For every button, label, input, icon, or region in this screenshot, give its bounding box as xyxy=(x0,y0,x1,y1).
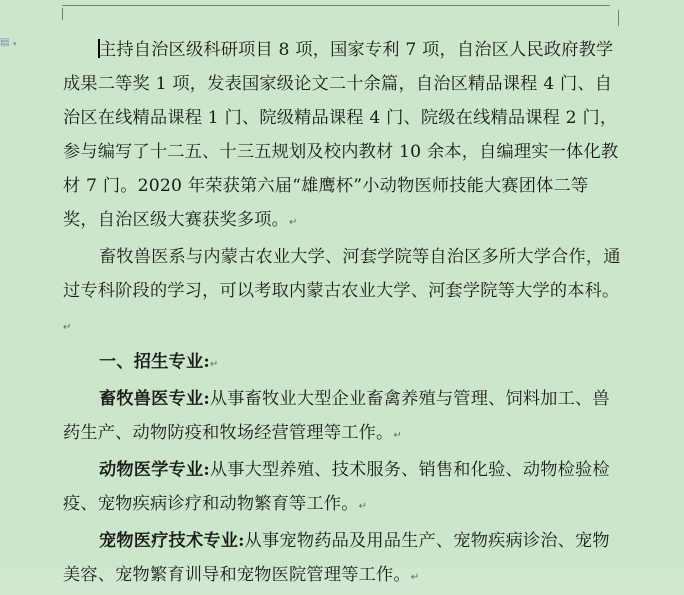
page-corner-marker-left xyxy=(62,8,71,20)
paragraph-text: 畜牧兽医系与内蒙古农业大学、河套学院等自治区多所大学合作，通过专科阶段的学习，可以考取内蒙古农业大学、河套学院等大学的本科。 xyxy=(63,247,621,301)
paragraph-mark: ↵ xyxy=(209,359,219,370)
paragraph-mark: ↵ xyxy=(410,572,420,583)
major-description: 从事宠物药品及用品生产、宠物疾病诊治、宠物美容、宠物繁育训导和宠物医院管理等工作。 xyxy=(63,531,610,585)
page-corner-marker-right xyxy=(610,10,619,26)
major-description: 从事畜牧业大型企业畜禽养殖与管理、饲料加工、兽药生产、动物防疫和牧场经营管理等工作。 xyxy=(63,389,610,443)
paragraph-mark: ↵ xyxy=(393,430,402,441)
document-icon[interactable]: ▤ xyxy=(0,37,10,48)
paragraph-text: 主持自治区级科研项目 8 项，国家专利 7 项，自治区人民政府教学成果二等奖 1 项，发表国家级论文二十余篇，自治区精品课程 4 门、自治区在线精品课程 1 门、院级精品课程 4 门、院级在线精品课程 2 门，参与编写了十二五、十三五规划及校内教材 10 余本，自编理实一体化教材 7 门。2020 年荣获第六届“雄鹰杯”小动物医师技能大赛团体二等奖，自治区级大赛获奖多项。 xyxy=(63,40,619,230)
major-item xyxy=(63,382,623,453)
paragraph-cooperation xyxy=(63,240,623,345)
paragraph-mark: ↵ xyxy=(358,501,368,512)
dropdown-caret-icon[interactable]: ▾ xyxy=(13,40,17,48)
major-name: 畜牧兽医专业: xyxy=(99,389,210,409)
paragraph-mark: ↵ xyxy=(289,217,298,228)
header-divider xyxy=(62,5,610,7)
section-heading xyxy=(63,345,623,382)
paragraph-mark: ↵ xyxy=(63,322,72,333)
section-heading-text: 一、招生专业: xyxy=(99,352,210,372)
major-name: 动物医学专业: xyxy=(99,460,210,480)
paragraph-achievements xyxy=(63,33,623,240)
major-name: 宠物医疗技术专业: xyxy=(99,531,245,551)
major-description: 从事大型养殖、技术服务、销售和化验、动物检验检疫、宠物疾病诊疗和动物繁育等工作。 xyxy=(63,460,610,514)
document-body[interactable] xyxy=(63,33,623,595)
major-item xyxy=(63,453,623,524)
major-item xyxy=(63,524,623,595)
